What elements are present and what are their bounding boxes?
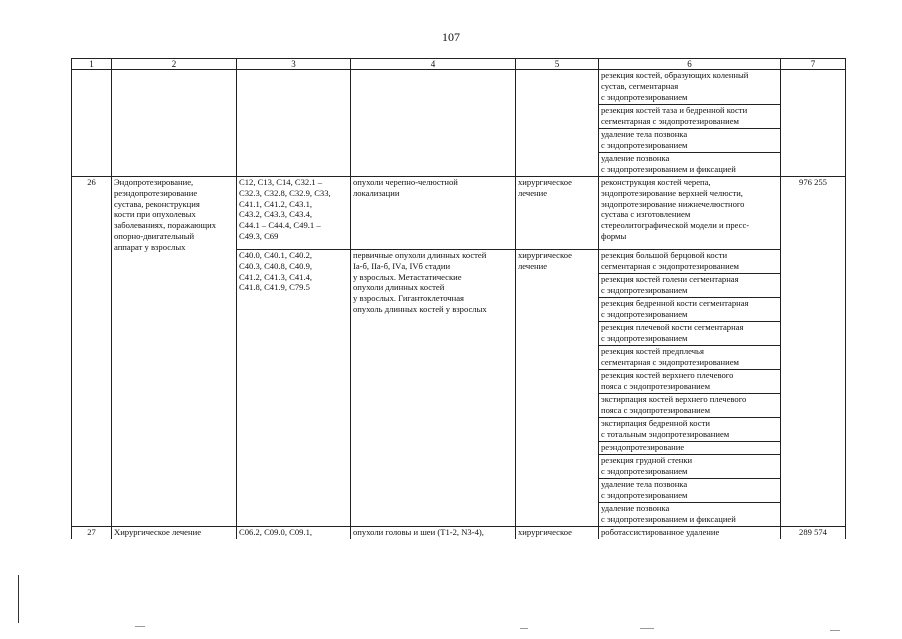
- method-cell: удаление тела позвонка с эндопротезированием: [599, 129, 781, 153]
- method-cell: удаление позвонка с эндопротезированием и фиксацией: [599, 503, 781, 527]
- services-table: [71, 58, 846, 539]
- table-row: [72, 70, 846, 105]
- scan-artifact: [135, 626, 145, 627]
- diagnosis: опухоли головы и шеи (T1-2, N3-4),: [351, 527, 516, 539]
- method-cell: реэндопротезирование: [599, 442, 781, 455]
- column-number-row: [72, 59, 846, 70]
- column-header: 3: [237, 59, 351, 70]
- method-cell: резекция костей, образующих коленный сустав, сегментарная с эндопротезированием: [599, 70, 781, 105]
- scan-artifact: [640, 628, 654, 629]
- diagnosis: опухоли черепно-челюстной локализации: [351, 177, 516, 250]
- method-cell: резекция костей голени сегментарная с эндопротезированием: [599, 274, 781, 298]
- icd-codes: C40.0, C40.1, C40.2, C40.3, C40.8, C40.9, C41.2, C41.3, C41.4, C41.8, C41.9, C79.5: [237, 250, 351, 527]
- method-cell: удаление позвонка с эндопротезированием и фиксацией: [599, 153, 781, 177]
- scan-artifact: [830, 630, 840, 631]
- treatment-type: хирургическое лечение: [516, 177, 599, 250]
- column-header: 1: [72, 59, 112, 70]
- method-cell: удаление тела позвонка с эндопротезированием: [599, 479, 781, 503]
- cont-diagnosis-cell: [351, 70, 516, 177]
- service-name: Эндопротезирование, реэндопротезирование сустава, реконструкция кости при опухолевых заболеваниях, поражающих опорно-двигательный аппарат у взрослых: [112, 177, 237, 527]
- table-row: [72, 527, 846, 539]
- method-cell: резекция костей таза и бедренной кости сегментарная с эндопротезированием: [599, 105, 781, 129]
- row-number: 26: [72, 177, 112, 527]
- method-cell: резекция плечевой кости сегментарная с эндопротезированием: [599, 322, 781, 346]
- method-cell: резекция большой берцовой кости сегментарная с эндопротезированием: [599, 250, 781, 274]
- method-cell: резекция грудной стенки с эндопротезированием: [599, 455, 781, 479]
- scan-artifact: [520, 628, 528, 629]
- scan-edge-mark: [18, 575, 19, 623]
- method-cell: резекция бедренной кости сегментарная с эндопротезированием: [599, 298, 781, 322]
- cont-codes-cell: [237, 70, 351, 177]
- method-cell: роботассистированное удаление: [599, 527, 781, 539]
- cont-treatment-cell: [516, 70, 599, 177]
- method-cell: экстирпация бедренной кости с тотальным эндопротезированием: [599, 418, 781, 442]
- method-cell: резекция костей предплечья сегментарная с эндопротезированием: [599, 346, 781, 370]
- cont-number-cell: [72, 70, 112, 177]
- service-name: Хирургическое лечение: [112, 527, 237, 539]
- icd-codes: C12, C13, C14, C32.1 – C32.3, C32.8, C32.9, C33, C41.1, C41.2, C43.1, C43.2, C43.3, C43.4, C44.1 – C44.4, C49.1 – C49.3, C69: [237, 177, 351, 250]
- table-row: [72, 177, 846, 250]
- treatment-type: хирургическое лечение: [516, 250, 599, 527]
- price: 976 255: [781, 177, 846, 527]
- icd-codes: C06.2, C09.0, C09.1,: [237, 527, 351, 539]
- method-cell: экстирпация костей верхнего плечевого пояса с эндопротезированием: [599, 394, 781, 418]
- method-cell: реконструкция костей черепа, эндопротезирование верхней челюсти, эндопротезирование нижнечелюстного сустава с изготовлением стереолитографической модели и пресс- формы: [599, 177, 781, 250]
- column-header: 7: [781, 59, 846, 70]
- column-header: 2: [112, 59, 237, 70]
- treatment-type: хирургическое: [516, 527, 599, 539]
- cont-name-cell: [112, 70, 237, 177]
- method-cell: резекция костей верхнего плечевого пояса с эндопротезированием: [599, 370, 781, 394]
- diagnosis: первичные опухоли длинных костей Iа-б, IIа-б, IVа, IVб стадии у взрослых. Метастатические опухоли длинных костей у взрослых. Гигантоклеточная опухоль длинных костей у взрослых: [351, 250, 516, 527]
- column-header: 4: [351, 59, 516, 70]
- column-header: 5: [516, 59, 599, 70]
- cont-price-cell: [781, 70, 846, 177]
- row-number: 27: [72, 527, 112, 539]
- page-number: 107: [442, 30, 460, 44]
- price: 289 574: [781, 527, 846, 539]
- column-header: 6: [599, 59, 781, 70]
